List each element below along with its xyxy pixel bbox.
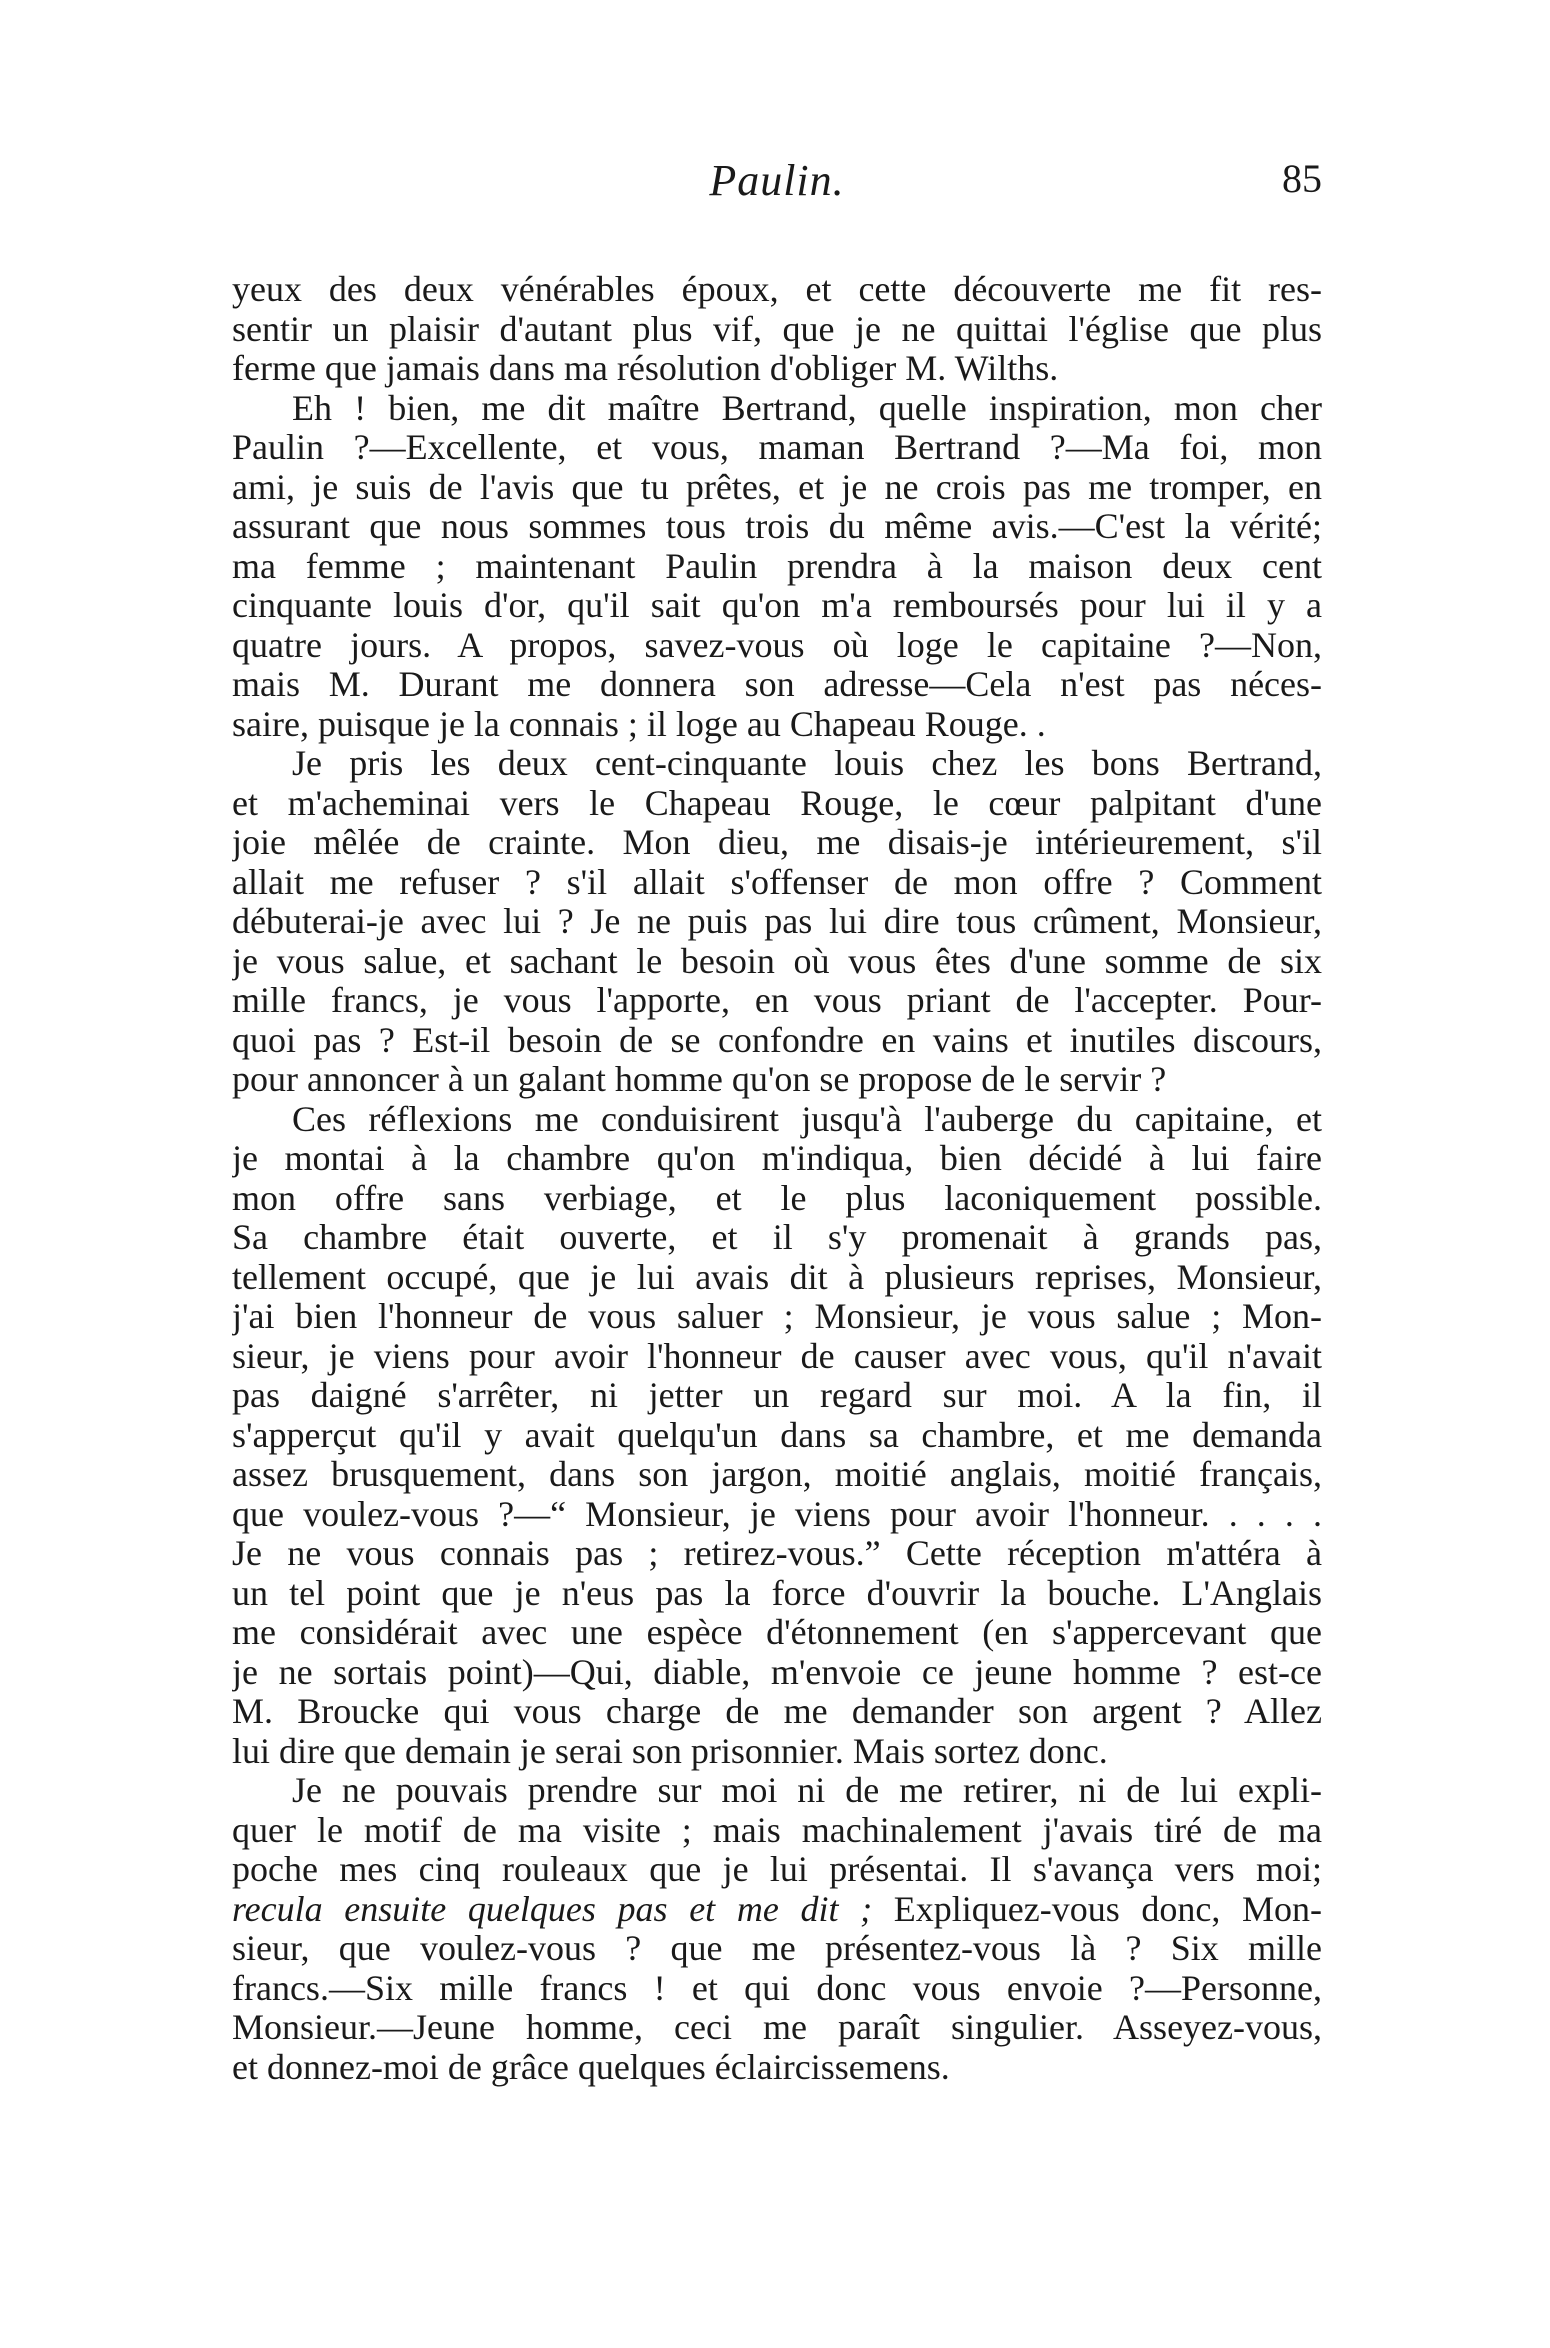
text-line: ami, je suis de l'avis que tu prêtes, et je ne crois pas me tromper, en	[232, 467, 1322, 507]
text-line: joie mêlée de crainte. Mon dieu, me disais-je intérieurement, s'il	[232, 823, 1322, 862]
text-line: mais M. Durant me donnera son adresse—Cela n'est pas néces-	[232, 665, 1322, 704]
text-line: Sa chambre était ouverte, et il s'y promenait à grands pas,	[232, 1218, 1322, 1257]
page-header	[232, 155, 1322, 215]
text-line: mille francs, je vous l'apporte, en vous priant de l'accepter. Pour-	[232, 981, 1322, 1020]
text-line: je montai à la chambre qu'on m'indiqua, bien décidé à lui faire	[232, 1139, 1322, 1178]
line-text: Expliquez-vous donc, Mon-	[872, 1889, 1322, 1929]
text-line: Je ne pouvais prendre sur moi ni de me retirer, ni de lui expli-	[292, 1771, 1322, 1810]
running-title: Paulin.	[709, 156, 845, 205]
text-line: tellement occupé, que je lui avais dit à plusieurs reprises, Monsieur,	[232, 1257, 1322, 1297]
text-line: un tel point que je n'eus pas la force d'ouvrir la bouche. L'Anglais	[232, 1573, 1322, 1613]
text-line: sieur, je viens pour avoir l'honneur de causer avec vous, qu'il n'avait	[232, 1336, 1322, 1376]
text-line: Je pris les deux cent-cinquante louis chez les bons Bertrand,	[292, 744, 1322, 783]
text-line: quoi pas ? Est-il besoin de se confondre en vains et inutiles discours,	[232, 1020, 1322, 1060]
text-line: assez brusquement, dans son jargon, moitié anglais, moitié français,	[232, 1455, 1322, 1494]
text-line: lui dire que demain je serai son prisonnier. Mais sortez donc.	[232, 1731, 1108, 1771]
text-line: Paulin ?—Excellente, et vous, maman Bertrand ?—Ma foi, mon	[232, 428, 1322, 467]
text-line: débuterai-je avec lui ? Je ne puis pas lui dire tous crûment, Monsieur,	[232, 902, 1322, 941]
italic-text: recula ensuite quelques pas et me dit ;	[232, 1889, 873, 1929]
text-line: j'ai bien l'honneur de vous saluer ; Monsieur, je vous salue ; Mon-	[232, 1297, 1322, 1336]
text-line: pas daigné s'arrêter, ni jetter un regard sur moi. A la fin, il	[232, 1376, 1322, 1415]
text-line: saire, puisque je la connais ; il loge au Chapeau Rouge. .	[232, 704, 1046, 744]
text-line: Ces réflexions me conduisirent jusqu'à l'auberge du capitaine, et	[292, 1099, 1322, 1139]
text-line: et m'acheminai vers le Chapeau Rouge, le cœur palpitant d'une	[232, 783, 1322, 823]
text-line: sentir un plaisir d'autant plus vif, que je ne quittai l'église que plus	[232, 309, 1322, 349]
text-line: ferme que jamais dans ma résolution d'obliger M. Wilths.	[232, 349, 1059, 388]
text-line: Je ne vous connais pas ; retirez-vous.” Cette réception m'attéra à	[232, 1534, 1322, 1573]
text-line: et donnez-moi de grâce quelques éclaircissemens.	[232, 2047, 950, 2087]
text-line: me considérait avec une espèce d'étonnement (en s'appercevant que	[232, 1613, 1322, 1652]
text-line: cinquante louis d'or, qu'il sait qu'on m'a remboursés pour lui il y a	[232, 586, 1322, 625]
page-number: 85	[1282, 156, 1322, 201]
text-line: sieur, que voulez-vous ? que me présentez-vous là ? Six mille	[232, 1929, 1322, 1968]
text-line: quer le motif de ma visite ; mais machinalement j'avais tiré de ma	[232, 1810, 1322, 1850]
text-line: je vous salue, et sachant le besoin où vous êtes d'une somme de six	[232, 941, 1322, 981]
text-line: mon offre sans verbiage, et le plus laconiquement possible.	[232, 1178, 1322, 1218]
text-line: s'apperçut qu'il y avait quelqu'un dans sa chambre, et me demanda	[232, 1415, 1322, 1455]
text-line: quatre jours. A propos, savez-vous où loge le capitaine ?—Non,	[232, 625, 1322, 665]
text-line: pour annoncer à un galant homme qu'on se propose de le servir ?	[232, 1060, 1167, 1099]
text-line: je ne sortais point)—Qui, diable, m'envoie ce jeune homme ? est-ce	[232, 1652, 1322, 1692]
text-body	[232, 270, 1322, 2087]
text-line: Eh ! bien, me dit maître Bertrand, quelle inspiration, mon cher	[292, 388, 1322, 428]
text-line: M. Broucke qui vous charge de me demander son argent ? Allez	[232, 1692, 1322, 1731]
text-line: poche mes cinq rouleaux que je lui présentai. Il s'avança vers moi;	[232, 1850, 1322, 1889]
text-line: francs.—Six mille francs ! et qui donc vous envoie ?—Personne,	[232, 1968, 1322, 2008]
text-line: allait me refuser ? s'il allait s'offenser de mon offre ? Comment	[232, 862, 1322, 902]
text-line: assurant que nous sommes tous trois du même avis.—C'est la vérité;	[232, 507, 1322, 546]
text-line: ma femme ; maintenant Paulin prendra à la maison deux cent	[232, 546, 1322, 586]
text-line: que voulez-vous ?—“ Monsieur, je viens pour avoir l'honneur. . . . .	[232, 1494, 1322, 1534]
text-line: Monsieur.—Jeune homme, ceci me paraît singulier. Asseyez-vous,	[232, 2008, 1322, 2047]
text-line: yeux des deux vénérables époux, et cette découverte me fit res-	[232, 270, 1322, 309]
text-line	[232, 1890, 1322, 1930]
